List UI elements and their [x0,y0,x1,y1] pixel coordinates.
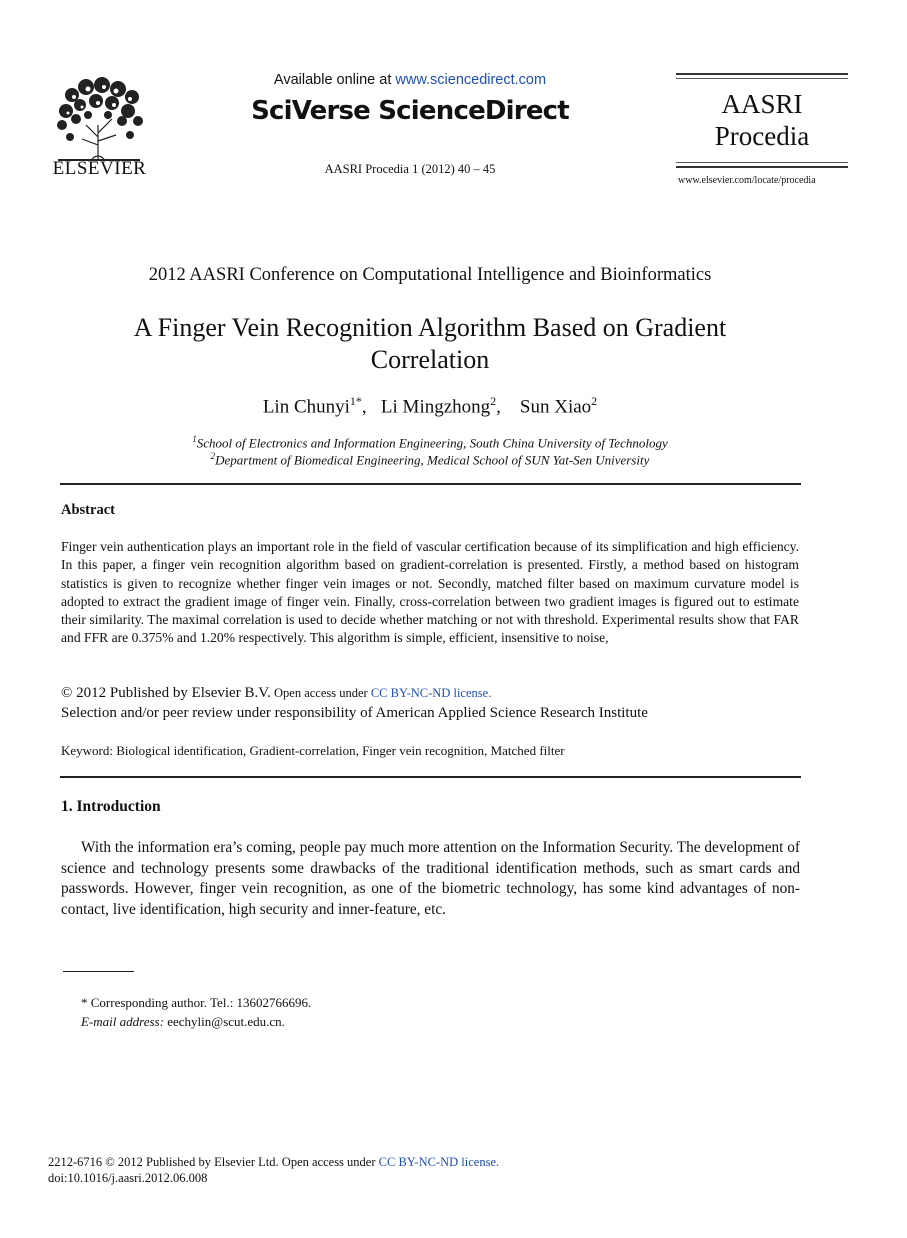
issn-text: 2212-6716 © 2012 Published by Elsevier Ltd. [48,1155,279,1169]
journal-masthead-rule [676,162,848,168]
journal-citation: AASRI Procedia 1 (2012) 40 – 45 [324,162,496,176]
journal-url[interactable]: www.elsevier.com/locate/procedia [678,175,816,186]
author-sup: 2 [591,394,598,408]
footer-open-access: Open access under [278,1155,379,1169]
email-footnote [81,1014,285,1030]
footer-license-link[interactable]: CC BY-NC-ND license. [378,1155,500,1169]
corresponding-author: * Corresponding author. Tel.: 13602766696. [81,995,312,1010]
author-sup: 2 [490,394,497,408]
conference-name: 2012 AASRI Conference on Computational Intelligence and Bioinformatics [148,265,712,285]
divider [60,483,801,485]
author-separator: , [496,396,516,418]
author-separator: , [361,396,377,418]
affiliation-text: School of Electronics and Information Engineering, South China University of Technology [196,435,668,451]
author-name: Sun Xiao [519,396,592,418]
author-sup: 1* [349,394,362,408]
journal-title-line2: Procedia [714,121,810,151]
journal-title-line1: AASRI [721,89,803,119]
email-label: E-mail address: [81,1014,164,1029]
copyright-text: © 2012 Published by Elsevier B.V. [61,685,271,701]
paper-title [60,312,800,376]
license-link[interactable]: CC BY-NC-ND license. [370,686,492,700]
affiliation-text: Department of Biomedical Engineering, Medical School of SUN Yat-Sen University [215,452,650,468]
footnote-rule [63,971,134,972]
author-name: Li Mingzhong [380,396,491,418]
paper-title-line1: A Finger Vein Recognition Algorithm Based on Gradient [133,313,727,342]
section-heading-introduction: 1. Introduction [61,798,161,815]
peer-review-statement: Selection and/or peer review under responsibility of American Applied Science Research Institute [61,705,648,721]
sciverse-brand: SciVerse ScienceDirect [251,96,569,126]
affiliation-sup: 1 [192,434,197,444]
footer-issn [48,1155,499,1170]
doi[interactable]: doi:10.1016/j.aasri.2012.06.008 [48,1171,208,1185]
introduction-body: With the information era’s coming, people pay much more attention on the Information Security. The development of science and technology presents some drawbacks of the traditional identification methods, such as smart cards and passwords. However, finger vein recognition, as one of the biometric technology, has some kind advantages of non-contact, live identification, high security and inner-feature, etc. [61,839,800,918]
divider [60,776,801,778]
author-list [60,394,800,418]
available-prefix: Available online at [273,72,396,88]
abstract-body: Finger vein authentication plays an important role in the field of vascular certification because of its simplification and high efficiency. In this paper, a finger vein recognition algorithm based on gradient-correlation is presented. Firstly, a method based on histogram statistics is given to recognize whether finger vein images or not. Secondly, matched filter based on maximum curvature model is adopted to extract the gradient image of finger vein. Finally, cross-correlation between two gradient images is figured out to estimate their similarity. The maximal correlation is used to decide whether matching or not with threshold. Experimental results show that FAR and FFR are 0.375% and 1.20% respectively. This algorithm is simple, efficient, insensitive to noise, [61,539,799,646]
affiliation [60,451,800,468]
open-access-text: Open access under [270,686,371,700]
email-address[interactable]: eechylin@scut.edu.cn. [163,1014,285,1029]
copyright-line [61,685,491,702]
affiliation-sup: 2 [210,451,216,461]
keywords: Keyword: Biological identification, Gradient-correlation, Finger vein recognition, Matched filter [61,743,565,758]
sciencedirect-link[interactable]: www.sciencedirect.com [395,72,547,88]
author-name: Lin Chunyi [262,396,350,418]
journal-title [676,88,848,152]
affiliation [60,434,800,451]
available-online [230,72,590,88]
publisher-name: ELSEVIER [52,158,147,179]
abstract-heading: Abstract [61,502,115,518]
paper-title-line2: Correlation [370,345,490,374]
journal-masthead [676,73,848,79]
